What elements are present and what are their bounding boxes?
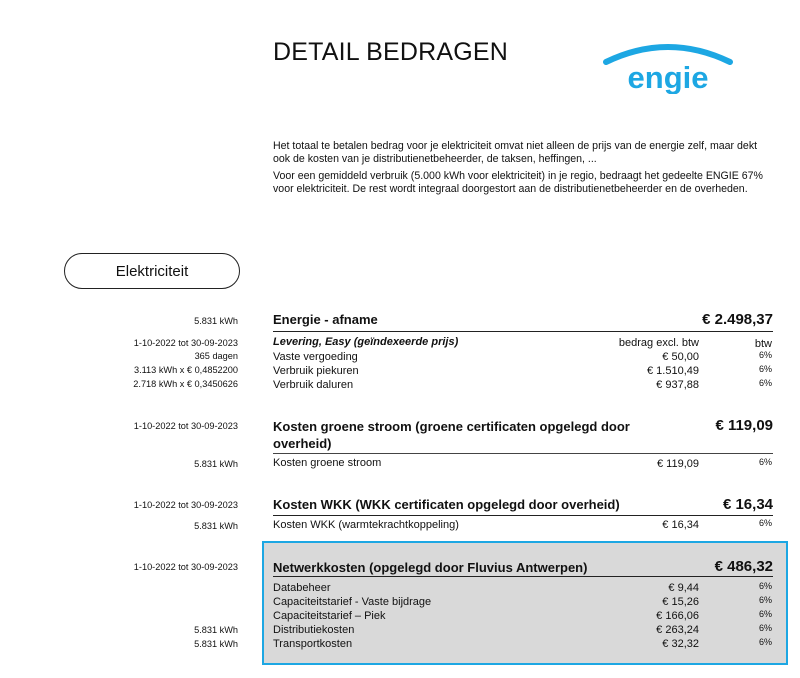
netwerk-line-label: Distributiekosten <box>273 624 355 636</box>
groen-period: 1-10-2022 tot 30-09-2023 <box>133 421 238 431</box>
netwerk-line-label: Capaciteitstarief - Vaste bijdrage <box>273 596 432 608</box>
energie-period: 1-10-2022 tot 30-09-2023 <box>133 338 238 348</box>
energie-line-label: Verbruik daluren <box>273 379 354 391</box>
netwerk-line-vat: 6% <box>758 623 772 633</box>
energie-line-vat: 6% <box>758 378 772 388</box>
netwerk-line-amount: € 263,24 <box>656 624 699 636</box>
netwerk-title: Netwerkkosten (opgelegd door Fluvius Antwerpen) <box>273 560 588 575</box>
groen-title: Kosten groene stroom (groene certificaten opgelegd door overheid) <box>273 419 630 451</box>
netwerk-line-vat: 6% <box>758 581 772 591</box>
brand-wordmark: engie <box>627 60 709 94</box>
wkk-kwh: 5.831 kWh <box>194 521 238 531</box>
page-title: DETAIL BEDRAGEN <box>273 38 508 66</box>
groen-kwh: 5.831 kWh <box>194 459 238 469</box>
energie-line-label: Vaste vergoeding <box>273 351 358 363</box>
energie-tariff: Levering, Easy (geïndexeerde prijs) <box>273 336 459 348</box>
netwerk-kwh: 5.831 kWh <box>194 625 238 635</box>
energie-calc-offpeak: 2.718 kWh x € 0,3450626 <box>133 379 238 389</box>
groen-line-label: Kosten groene stroom <box>273 457 382 469</box>
wkk-title: Kosten WKK (WKK certificaten opgelegd door overheid) <box>273 497 620 512</box>
netwerk-line-amount: € 9,44 <box>668 582 699 594</box>
energie-kwh: 5.831 kWh <box>194 316 238 326</box>
energie-line-vat: 6% <box>758 364 772 374</box>
wkk-line-label: Kosten WKK (warmtekrachtkoppeling) <box>273 519 459 531</box>
wkk-line-vat: 6% <box>758 518 772 528</box>
netwerk-total: € 486,32 <box>714 558 773 575</box>
groen-total: € 119,09 <box>715 417 773 434</box>
energie-line-amount: € 937,88 <box>656 379 699 391</box>
category-label: Elektriciteit <box>115 262 189 280</box>
wkk-rule <box>273 515 773 516</box>
energie-rule <box>273 331 773 332</box>
intro-paragraph-2: Voor een gemiddeld verbruik (5.000 kWh voor elektriciteit) in je regio, bedraagt het gedeelte ENGIE 67% voor elektriciteit. De rest wordt integraal doorgestort aan de distributienetbeheerder en de overheden. <box>273 170 763 195</box>
groen-line-vat: 6% <box>758 457 772 467</box>
wkk-line-amount: € 16,34 <box>662 519 699 531</box>
netwerk-line-label: Transportkosten <box>273 638 353 650</box>
netwerk-line-label: Capaciteitstarief – Piek <box>273 610 386 622</box>
intro-paragraph-1: Het totaal te betalen bedrag voor je elektriciteit omvat niet alleen de prijs van de energie zelf, maar dekt ook de kosten van je distributienetbeheerder, de taksen, heffingen, ... <box>273 140 758 165</box>
netwerk-line-label: Databeheer <box>273 582 331 594</box>
category-tab-elektriciteit <box>64 253 240 289</box>
col-vat-header: btw <box>754 338 772 350</box>
energie-total: € 2.498,37 <box>702 311 773 328</box>
energie-calc-peak: 3.113 kWh x € 0,4852200 <box>133 365 238 375</box>
energie-line-label: Verbruik piekuren <box>273 365 359 377</box>
energie-days: 365 dagen <box>194 351 238 361</box>
netwerk-kwh: 5.831 kWh <box>194 639 238 649</box>
wkk-period: 1-10-2022 tot 30-09-2023 <box>133 500 238 510</box>
netwerk-period: 1-10-2022 tot 30-09-2023 <box>133 562 238 572</box>
wkk-total: € 16,34 <box>722 496 773 513</box>
groen-rule <box>273 453 773 454</box>
engie-logo <box>598 40 738 94</box>
netwerk-rule <box>273 576 773 577</box>
netwerk-line-amount: € 166,06 <box>656 610 699 622</box>
netwerk-line-vat: 6% <box>758 609 772 619</box>
col-amount-header: bedrag excl. btw <box>618 337 699 349</box>
energie-title: Energie - afname <box>273 312 378 327</box>
netwerk-line-amount: € 15,26 <box>662 596 699 608</box>
energie-line-amount: € 1.510,49 <box>647 365 699 377</box>
netwerk-line-amount: € 32,32 <box>662 638 699 650</box>
netwerk-line-vat: 6% <box>758 637 772 647</box>
netwerk-line-vat: 6% <box>758 595 772 605</box>
groen-line-amount: € 119,09 <box>656 458 699 470</box>
energie-line-amount: € 50,00 <box>662 351 699 363</box>
energie-line-vat: 6% <box>758 350 772 360</box>
